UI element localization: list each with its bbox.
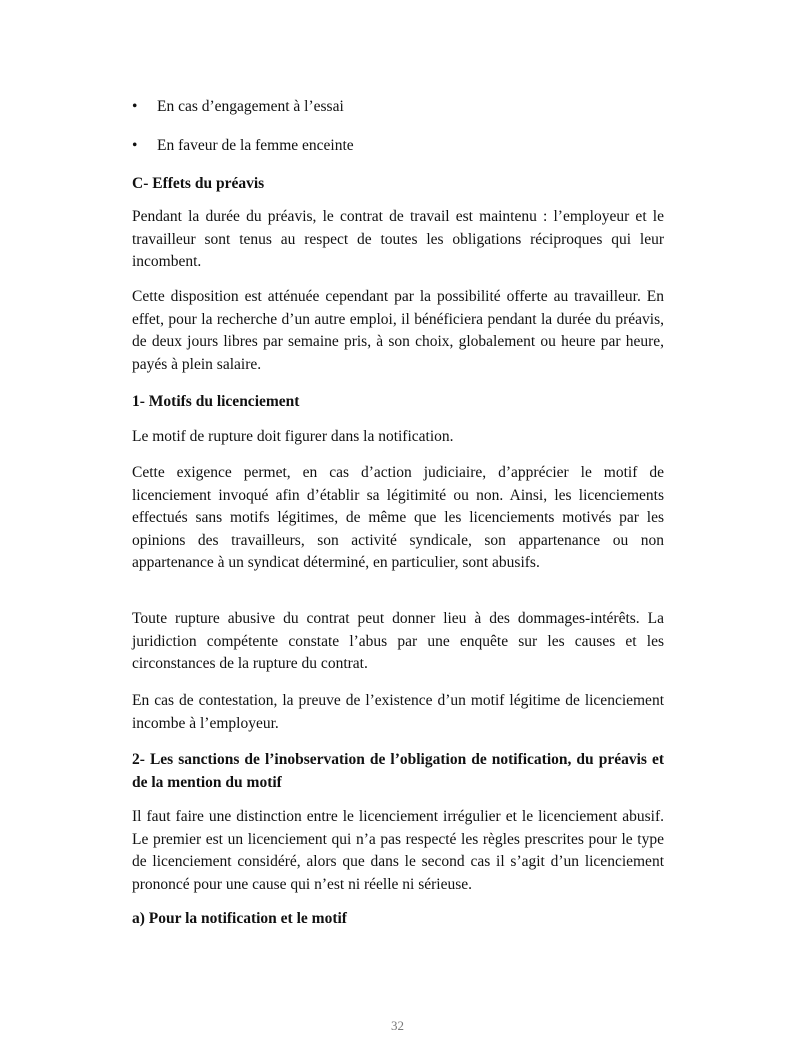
page-number: 32 [391,1018,404,1033]
paragraph: Il faut faire une distinction entre le licenciement irrégulier et le licenciement abusif. Le premier est un licenciement qui n’a pas respecté les règles prescrites pour le type de licenciement considéré, alors que dans le second cas il s’agit d’un licenciement prononcé pour une cause qui n’est ni réelle ni sérieuse. [132,808,664,893]
paragraph: Pendant la durée du préavis, le contrat de travail est maintenu : l’employeur et le travailleur sont tenus au respect de toutes les obligations réciproques qui leur incombent. [132,208,664,271]
paragraph: Le motif de rupture doit figurer dans la notification. [132,428,454,445]
bullet-item [132,96,344,118]
bullet-icon: • [132,98,138,115]
bullet-item [132,135,354,157]
bullet-text: En cas d’engagement à l’essai [157,98,344,115]
heading-effets-preavis: C- Effets du préavis [132,175,265,192]
heading-motifs-licenciement: 1- Motifs du licenciement [132,393,300,410]
heading-notification-motif: a) Pour la notification et le motif [132,910,347,927]
paragraph: Cette disposition est atténuée cependant par la possibilité offerte au travailleur. En effet, pour la recherche d’un autre emploi, il bénéficiera pendant la durée du préavis, de deux jours libres par semaine pris, à son choix, globalement ou heure par heure, payés à plein salaire. [132,288,664,373]
bullet-text: En faveur de la femme enceinte [157,137,354,154]
bullet-icon: • [132,137,138,154]
heading-sanctions: 2- Les sanctions de l’inobservation de l’obligation de notification, du préavis et de la mention du motif [132,751,664,791]
paragraph: Toute rupture abusive du contrat peut donner lieu à des dommages-intérêts. La juridiction compétente constate l’abus par une enquête sur les causes et les circonstances de la rupture du contrat. [132,610,664,673]
paragraph: En cas de contestation, la preuve de l’existence d’un motif légitime de licenciement incombe à l’employeur. [132,692,664,732]
paragraph: Cette exigence permet, en cas d’action judiciaire, d’apprécier le motif de licenciement invoqué afin d’établir sa légitimité ou non. Ainsi, les licenciements effectués sans motifs légitimes, de même que les licenciements motivés par les opinions des travailleurs, son activité syndicale, son appartenance ou non appartenance à un syndicat déterminé, en particulier, sont abusifs. [132,464,664,572]
